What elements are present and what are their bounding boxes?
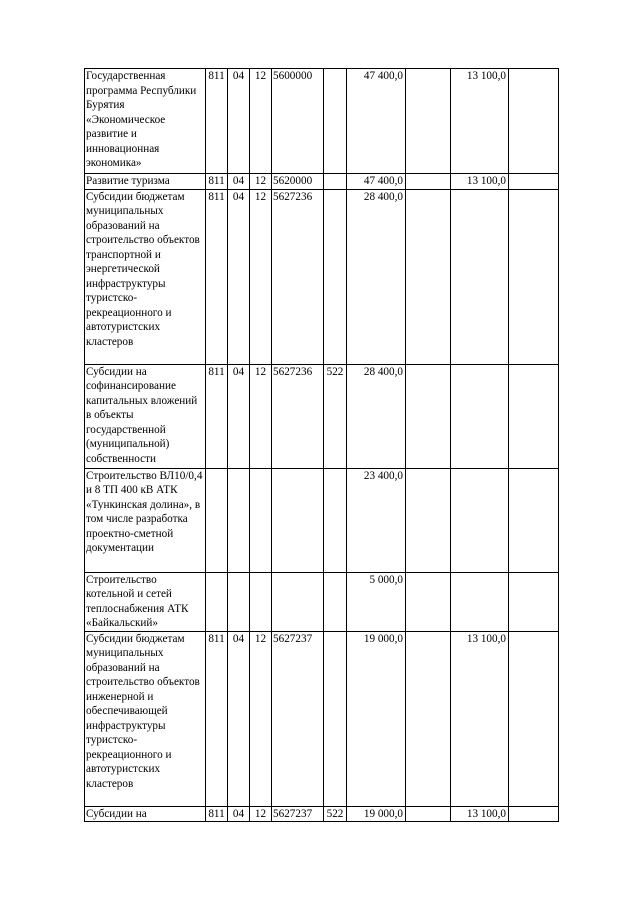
row-vr-cell (324, 572, 347, 631)
row-sum1-cell: 47 400,0 (347, 174, 406, 190)
row-sum3-cell (451, 468, 509, 572)
row-sum1-cell: 19 000,0 (347, 806, 406, 822)
row-sum3-cell (451, 572, 509, 631)
row-rz-cell: 04 (228, 189, 250, 364)
row-rz-cell (228, 572, 250, 631)
row-gr-cell (206, 468, 228, 572)
row-pr-cell: 12 (250, 806, 272, 822)
table-row (85, 572, 559, 631)
row-sum1-cell: 5 000,0 (347, 572, 406, 631)
row-sum4-cell (509, 364, 559, 468)
row-sum1-cell: 19 000,0 (347, 631, 406, 806)
row-sum2-cell (406, 364, 451, 468)
row-csr-cell (272, 468, 324, 572)
row-sum2-cell (406, 631, 451, 806)
row-csr-cell: 5627237 (272, 631, 324, 806)
row-name-cell: Субсидии на (85, 806, 206, 822)
row-sum4-cell (509, 468, 559, 572)
row-rz-cell: 04 (228, 364, 250, 468)
row-name-cell: Строительство котельной и сетей теплоснабжения АТК «Байкальский» (85, 572, 206, 631)
row-csr-cell: 5627236 (272, 364, 324, 468)
row-sum3-cell (451, 189, 509, 364)
table-row (85, 364, 559, 468)
row-sum1-cell: 28 400,0 (347, 189, 406, 364)
row-vr-cell (324, 174, 347, 190)
row-sum4-cell (509, 174, 559, 190)
table-row (85, 806, 559, 822)
row-gr-cell: 811 (206, 174, 228, 190)
row-sum2-cell (406, 806, 451, 822)
row-sum4-cell (509, 806, 559, 822)
row-sum1-cell: 23 400,0 (347, 468, 406, 572)
table-row (85, 468, 559, 572)
row-pr-cell: 12 (250, 189, 272, 364)
budget-table-body (85, 69, 559, 822)
row-pr-cell (250, 468, 272, 572)
row-sum2-cell (406, 174, 451, 190)
row-sum1-cell: 47 400,0 (347, 69, 406, 174)
row-sum4-cell (509, 189, 559, 364)
row-rz-cell: 04 (228, 631, 250, 806)
row-sum3-cell: 13 100,0 (451, 631, 509, 806)
row-vr-cell (324, 631, 347, 806)
row-gr-cell: 811 (206, 631, 228, 806)
table-row (85, 174, 559, 190)
row-vr-cell: 522 (324, 364, 347, 468)
row-pr-cell: 12 (250, 174, 272, 190)
row-pr-cell: 12 (250, 631, 272, 806)
row-csr-cell: 5627236 (272, 189, 324, 364)
row-name-cell: Строительство ВЛ10/0,4 и 8 ТП 400 кВ АТК «Тункинская долина», в том числе разработка проектно-сметной документации (85, 468, 206, 572)
row-csr-cell: 5627237 (272, 806, 324, 822)
row-sum2-cell (406, 572, 451, 631)
row-vr-cell (324, 189, 347, 364)
table-row (85, 631, 559, 806)
row-name-cell: Субсидии на софинансирование капитальных вложений в объекты государственной (муниципальной) собственности (85, 364, 206, 468)
row-sum1-cell: 28 400,0 (347, 364, 406, 468)
row-pr-cell: 12 (250, 69, 272, 174)
row-name-cell: Развитие туризма (85, 174, 206, 190)
row-sum3-cell: 13 100,0 (451, 806, 509, 822)
row-rz-cell: 04 (228, 806, 250, 822)
row-sum4-cell (509, 69, 559, 174)
row-sum2-cell (406, 69, 451, 174)
row-gr-cell: 811 (206, 69, 228, 174)
row-gr-cell: 811 (206, 364, 228, 468)
row-vr-cell (324, 69, 347, 174)
row-sum2-cell (406, 468, 451, 572)
row-csr-cell: 5620000 (272, 174, 324, 190)
row-vr-cell: 522 (324, 806, 347, 822)
row-pr-cell: 12 (250, 364, 272, 468)
row-rz-cell: 04 (228, 174, 250, 190)
row-sum3-cell: 13 100,0 (451, 69, 509, 174)
row-rz-cell: 04 (228, 69, 250, 174)
row-vr-cell (324, 468, 347, 572)
row-sum4-cell (509, 572, 559, 631)
budget-table (84, 68, 559, 822)
table-row (85, 69, 559, 174)
row-pr-cell (250, 572, 272, 631)
row-name-cell: Государственная программа Республики Бурятия «Экономическое развитие и инновационная экономика» (85, 69, 206, 174)
row-name-cell: Субсидии бюджетам муниципальных образований на строительство объектов транспортной и энергетической инфраструктуры туристско-рекреационного и автотуристских кластеров (85, 189, 206, 364)
row-csr-cell: 5600000 (272, 69, 324, 174)
row-name-cell: Субсидии бюджетам муниципальных образований на строительство объектов инженерной и обеспечивающей инфраструктуры туристско-рекреационного и автотуристских кластеров (85, 631, 206, 806)
row-rz-cell (228, 468, 250, 572)
table-row (85, 189, 559, 364)
row-gr-cell: 811 (206, 189, 228, 364)
row-gr-cell: 811 (206, 806, 228, 822)
row-csr-cell (272, 572, 324, 631)
row-sum2-cell (406, 189, 451, 364)
row-sum4-cell (509, 631, 559, 806)
row-gr-cell (206, 572, 228, 631)
row-sum3-cell: 13 100,0 (451, 174, 509, 190)
row-sum3-cell (451, 364, 509, 468)
